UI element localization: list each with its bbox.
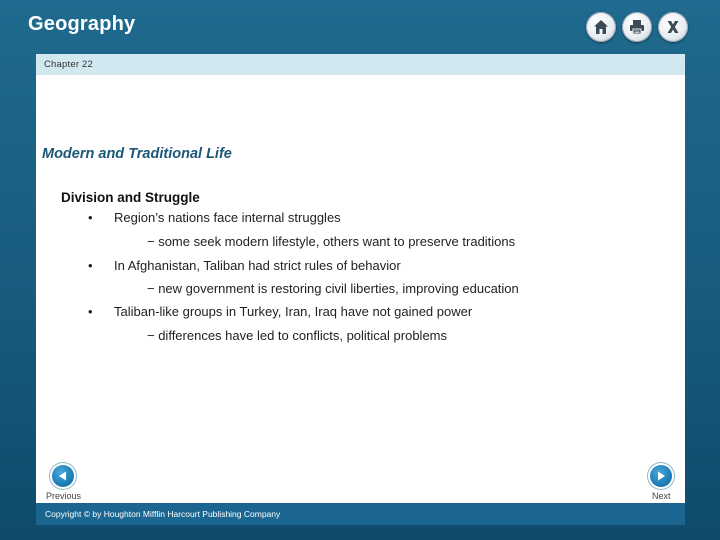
copyright-text: Copyright © by Houghton Mifflin Harcourt Publishing Company: [45, 509, 281, 519]
slide-content: [36, 54, 685, 503]
home-icon: [592, 18, 610, 36]
bullet-text: Region’s nations face internal struggles: [114, 210, 341, 225]
slide-title: Modern and Traditional Life: [42, 146, 232, 162]
bullet-marker: •: [88, 258, 93, 273]
chapter-bar: [36, 54, 685, 75]
bullet-item: [88, 258, 401, 273]
previous-label[interactable]: Previous: [46, 491, 82, 501]
previous-button[interactable]: [52, 465, 74, 487]
close-button[interactable]: [658, 12, 688, 42]
arrow-right-icon: [655, 470, 667, 482]
sub-bullet-text: − new government is restoring civil liberties, improving education: [147, 281, 519, 296]
bullet-marker: •: [88, 210, 93, 225]
chapter-label: Chapter 22: [44, 59, 94, 70]
close-icon: [664, 18, 682, 36]
print-button[interactable]: [622, 12, 652, 42]
bullet-text: In Afghanistan, Taliban had strict rules of behavior: [114, 258, 401, 273]
next-label[interactable]: Next: [652, 491, 671, 501]
section-heading: Division and Struggle: [61, 190, 200, 205]
sub-bullet-text: − some seek modern lifestyle, others want to preserve traditions: [147, 234, 516, 249]
top-toolbar: [586, 12, 688, 42]
footer-bar: [36, 503, 685, 525]
arrow-left-icon: [57, 470, 69, 482]
bullet-item: [88, 304, 472, 319]
home-button[interactable]: [586, 12, 616, 42]
sub-bullet-text: − differences have led to conflicts, political problems: [147, 328, 448, 343]
next-button[interactable]: [650, 465, 672, 487]
bullet-text: Taliban-like groups in Turkey, Iran, Iraq have not gained power: [114, 304, 473, 319]
bullet-marker: •: [88, 304, 93, 319]
print-icon: [628, 18, 646, 36]
app-title: Geography: [28, 13, 136, 35]
bullet-item: [88, 210, 341, 225]
